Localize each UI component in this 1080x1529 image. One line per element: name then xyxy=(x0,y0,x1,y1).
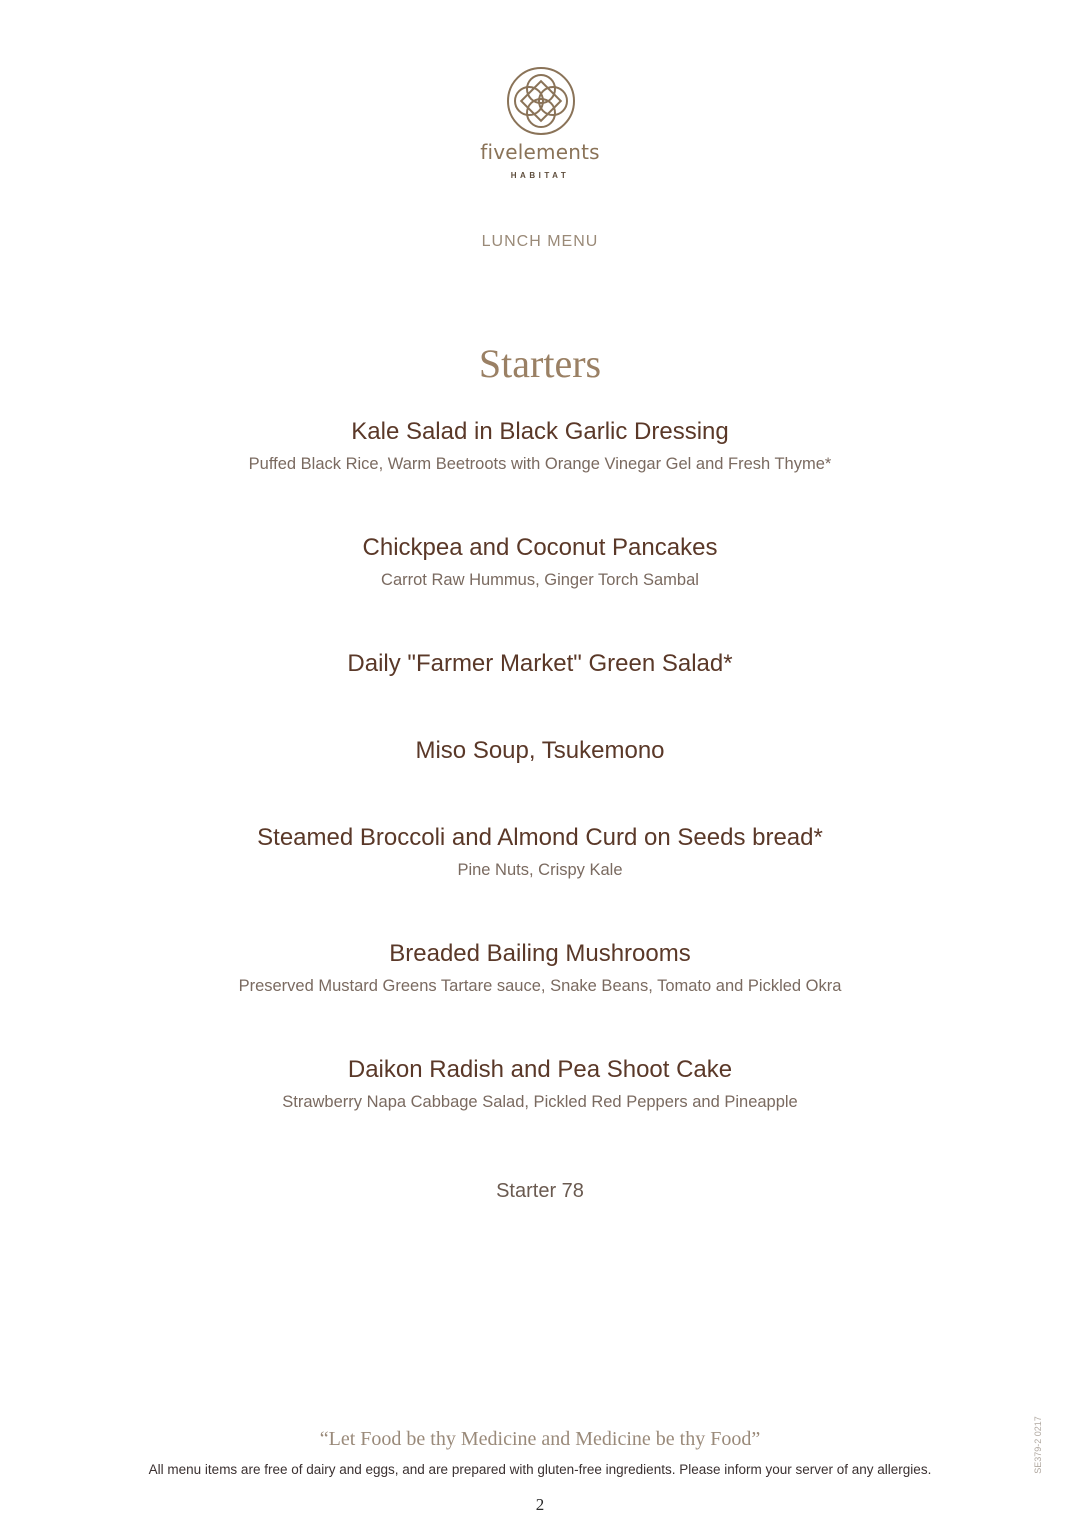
menu-item-description: Carrot Raw Hummus, Ginger Torch Sambal xyxy=(381,571,699,589)
section-title: Starters xyxy=(478,341,602,386)
menu-item-name: Kale Salad in Black Garlic Dressing xyxy=(351,418,729,445)
brand-name: fivelements xyxy=(480,140,600,164)
menu-type-label: LUNCH MENU xyxy=(481,233,599,250)
starter-price: Starter 78 xyxy=(496,1180,584,1202)
floral-mandala-logo-icon xyxy=(506,66,576,136)
menu-item-description: Pine Nuts, Crispy Kale xyxy=(457,861,623,879)
page-number: 2 xyxy=(535,1495,545,1514)
reference-code: SE379-2 0217 xyxy=(1033,1416,1043,1474)
footer-quote: “Let Food be thy Medicine and Medicine be thy Food” xyxy=(319,1428,761,1450)
menu-item-name: Breaded Bailing Mushrooms xyxy=(389,940,691,967)
allergy-disclaimer: All menu items are free of dairy and eggs, and are prepared with gluten-free ingredients. Please inform your server of any allergies. xyxy=(148,1462,932,1477)
menu-item-description: Puffed Black Rice, Warm Beetroots with Orange Vinegar Gel and Fresh Thyme* xyxy=(248,455,832,473)
menu-item-description: Strawberry Napa Cabbage Salad, Pickled Red Peppers and Pineapple xyxy=(282,1093,798,1111)
menu-item-name: Miso Soup, Tsukemono xyxy=(415,737,665,764)
menu-item-name: Daikon Radish and Pea Shoot Cake xyxy=(347,1056,733,1083)
menu-item-name: Daily "Farmer Market" Green Salad* xyxy=(347,650,733,677)
brand-subtitle: HABITAT xyxy=(510,171,570,180)
menu-item-description: Preserved Mustard Greens Tartare sauce, Snake Beans, Tomato and Pickled Okra xyxy=(238,977,842,995)
menu-item-name: Chickpea and Coconut Pancakes xyxy=(362,534,718,561)
menu-item-name: Steamed Broccoli and Almond Curd on Seeds bread* xyxy=(257,824,823,851)
